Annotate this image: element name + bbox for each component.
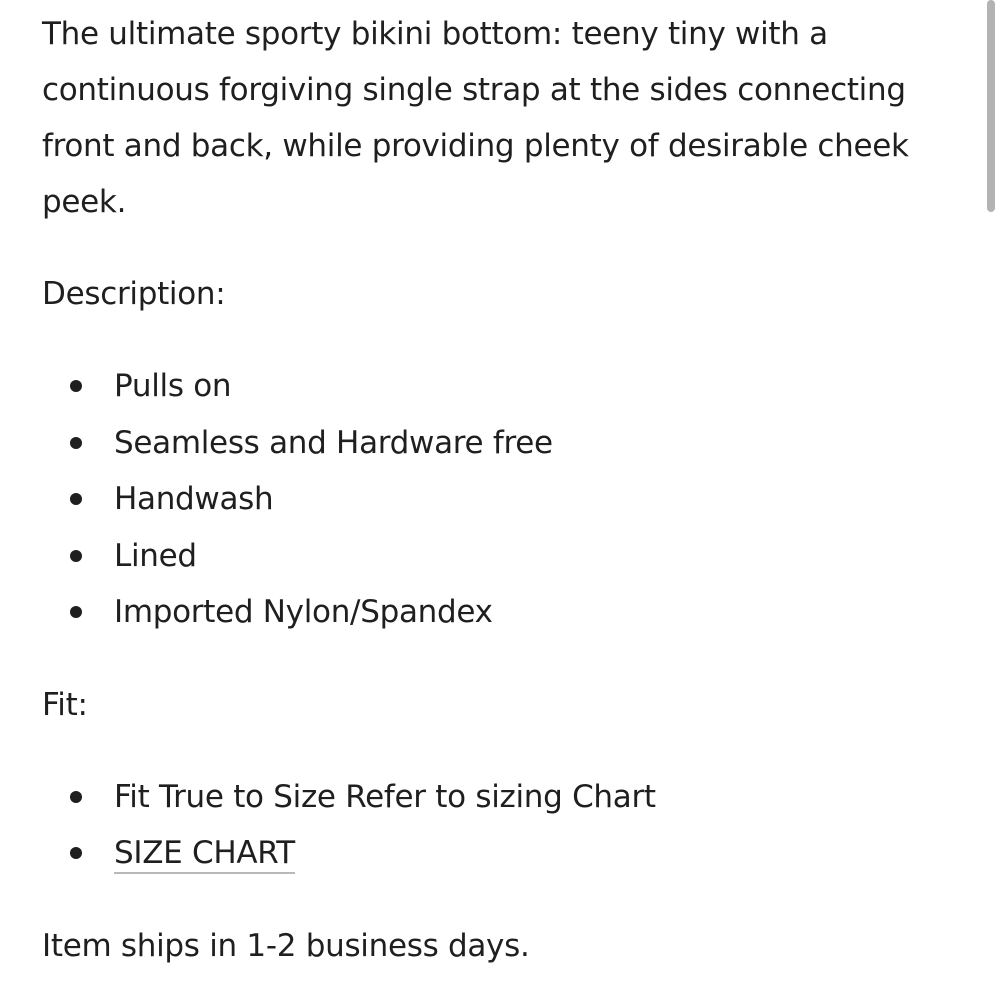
description-heading: Description: — [42, 276, 226, 312]
list-item — [42, 358, 942, 415]
bullet-icon — [70, 847, 82, 859]
list-item-text: Imported Nylon/Spandex — [114, 594, 493, 630]
list-item — [42, 528, 942, 585]
list-item — [42, 415, 942, 472]
product-intro: The ultimate sporty bikini bottom: teeny tiny with a continuous forgiving single strap at the sides connecting front and back, while providing plenty of desirable cheek peek. — [42, 16, 909, 220]
bullet-icon — [70, 380, 82, 392]
list-item-text: Fit True to Size Refer to sizing Chart — [114, 778, 656, 815]
list-item-text: Handwash — [114, 481, 274, 517]
scrollbar[interactable] — [984, 0, 1000, 1000]
bullet-icon — [70, 550, 82, 562]
product-description — [42, 6, 942, 974]
list-item — [42, 584, 942, 641]
shipping-note: Item ships in 1-2 business days. — [42, 927, 530, 964]
bullet-icon — [70, 606, 82, 618]
bullet-icon — [70, 791, 82, 803]
fit-list — [42, 769, 942, 882]
bullet-icon — [70, 493, 82, 505]
size-chart-link[interactable]: SIZE CHART — [114, 835, 295, 874]
bullet-icon — [70, 437, 82, 449]
list-item — [42, 769, 942, 826]
scrollbar-thumb[interactable] — [987, 0, 995, 212]
list-item — [42, 471, 942, 528]
list-item-text: Pulls on — [114, 368, 232, 404]
description-list — [42, 358, 942, 641]
list-item — [42, 825, 942, 882]
fit-heading: Fit: — [42, 686, 88, 723]
list-item-text: Seamless and Hardware free — [114, 424, 553, 461]
list-item-text: Lined — [114, 537, 197, 574]
